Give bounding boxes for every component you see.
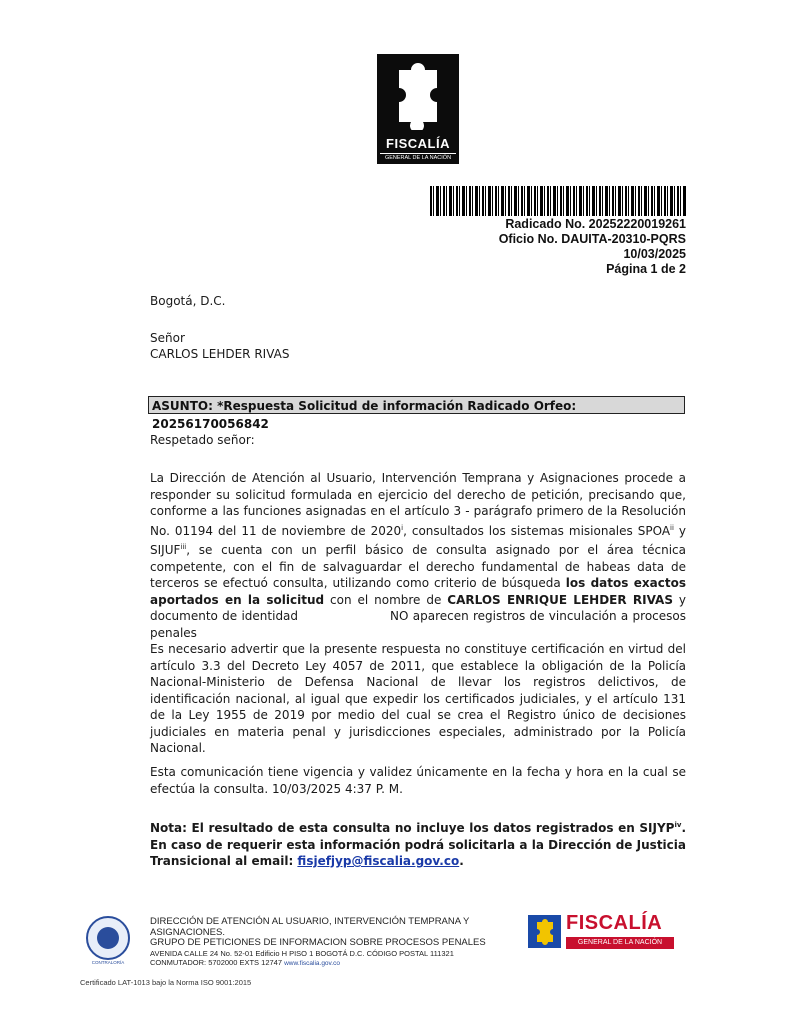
salutation-title: Señor	[150, 331, 185, 345]
reference-block	[499, 217, 686, 277]
nota-paragraph	[150, 817, 686, 870]
page-number: Página 1 de 2	[606, 262, 686, 276]
footer-line-3: AVENIDA CALLE 24 No. 52-01 Edificio H PISO 1 BOGOTÁ D.C. CÓDIGO POSTAL 111321	[150, 948, 454, 958]
footer-brand-sub: GENERAL DE LA NACIÓN	[566, 937, 674, 949]
barcode	[430, 186, 686, 216]
seal-caption: CONTRALORÍA	[91, 960, 125, 965]
paragraph-1	[150, 470, 686, 641]
iso-certificate: Certificado LAT-1013 bajo la Norma ISO 9001:2015	[80, 978, 252, 987]
footer-line-1: DIRECCIÓN DE ATENCIÓN AL USUARIO, INTERVENCIÓN TEMPRANA Y ASIGNACIONES.	[150, 916, 470, 938]
greeting: Respetado señor:	[150, 433, 255, 447]
paragraph-3: Esta comunicación tiene vigencia y validez únicamente en la fecha y hora en la cual se efectúa la consulta. 10/03/2025 4:37 P. M.	[150, 765, 686, 796]
footnote-ref-3: iii	[180, 543, 187, 551]
emblem-icon	[528, 915, 561, 948]
p1-text-2: , consultados los sistemas misionales SPOA	[403, 523, 671, 538]
p1-text-1: La Dirección de Atención al Usuario, Intervención Temprana y Asignaciones procede a responder su solicitud formulada en ejercicio del derecho de petición, precisando que, conforme a las funciones asignadas en el artículo 3 - parágrafo primero de la Resolución No. 01194 del 11 de noviembre de 2020	[150, 471, 686, 538]
footer-line-4	[150, 958, 520, 968]
logo-name: FISCALÍA	[386, 136, 450, 151]
p1-bold-name: CARLOS ENRIQUE LEHDER RIVAS	[447, 592, 673, 607]
footer-line-2: GRUPO DE PETICIONES DE INFORMACION SOBRE PROCESOS PENALES	[150, 937, 486, 948]
certification-seal-icon	[86, 916, 130, 960]
puzzle-piece-icon	[391, 60, 445, 130]
footer-phone: CONMUTADOR: 5702000 EXTS 12747	[150, 957, 283, 967]
p1-text-4: , se cuenta con un perfil básico de consulta asignado por el área técnica competente, con el fin de salvaguardar el derecho fundamental de habeas data de terceros se efectuó consulta, utilizando como criterio de búsqueda	[150, 543, 686, 590]
nota-text-1: Nota: El resultado de esta consulta no incluye los datos registrados en SIJYP	[150, 821, 675, 835]
footer-fiscalia-logo	[528, 912, 678, 952]
nota-text-2: . En caso de requerir esta información podrá solicitarla a la Dirección de Justicia Transicional al email:	[150, 821, 686, 868]
logo-subtitle: GENERAL DE LA NACIÓN	[380, 153, 456, 161]
footer-address	[150, 917, 520, 968]
radicado-number: Radicado No. 20252220019261	[505, 217, 686, 231]
p1-text-3: y SIJUF	[150, 523, 686, 557]
p1-text-6: y documento de identidad	[150, 592, 687, 623]
oficio-number: Oficio No. DAUITA-20310-PQRS	[498, 232, 686, 246]
recipient-name: CARLOS LEHDER RIVAS	[150, 347, 290, 361]
city: Bogotá, D.C.	[150, 294, 226, 308]
footnote-ref-4: iv	[674, 821, 682, 829]
footer-brand: FISCALÍA	[566, 912, 663, 934]
asunto-box: ASUNTO: *Respuesta Solicitud de información Radicado Orfeo: 20256170056842	[148, 396, 685, 414]
p1-bold-criteria: los datos exactos aportados en la solicitud	[150, 576, 686, 607]
footer-url[interactable]: www.fiscalia.gov.co	[284, 959, 340, 967]
document-date: 10/03/2025	[623, 247, 686, 261]
fiscalia-logo	[377, 54, 459, 164]
paragraph-2: Es necesario advertir que la presente respuesta no constituye certificación en virtud del artículo 3.3 del Decreto Ley 4057 de 2011, que establece la obligación de la Policía Nacional-Ministerio de Defensa Nacional de llevar los registros delictivos, de identificación nacional, al igual que expedir los certificados judiciales, y el artículo 131 de la Ley 1955 de 2019 por medio del cual se crea el Registro único de decisiones judiciales en materia penal y jurisdicciones especiales, administrado por la Policía Nacional.	[150, 642, 686, 755]
footnote-ref-2: ii	[670, 523, 674, 532]
p1-text-5: con el nombre de	[324, 592, 448, 607]
footnote-ref-1: i	[401, 523, 404, 532]
p1-text-7: NO aparecen registros de vinculación a procesos penales	[150, 609, 686, 640]
email-link[interactable]: fisjefjyp@fiscalia.gov.co	[297, 854, 460, 868]
nota-end: .	[459, 854, 464, 868]
